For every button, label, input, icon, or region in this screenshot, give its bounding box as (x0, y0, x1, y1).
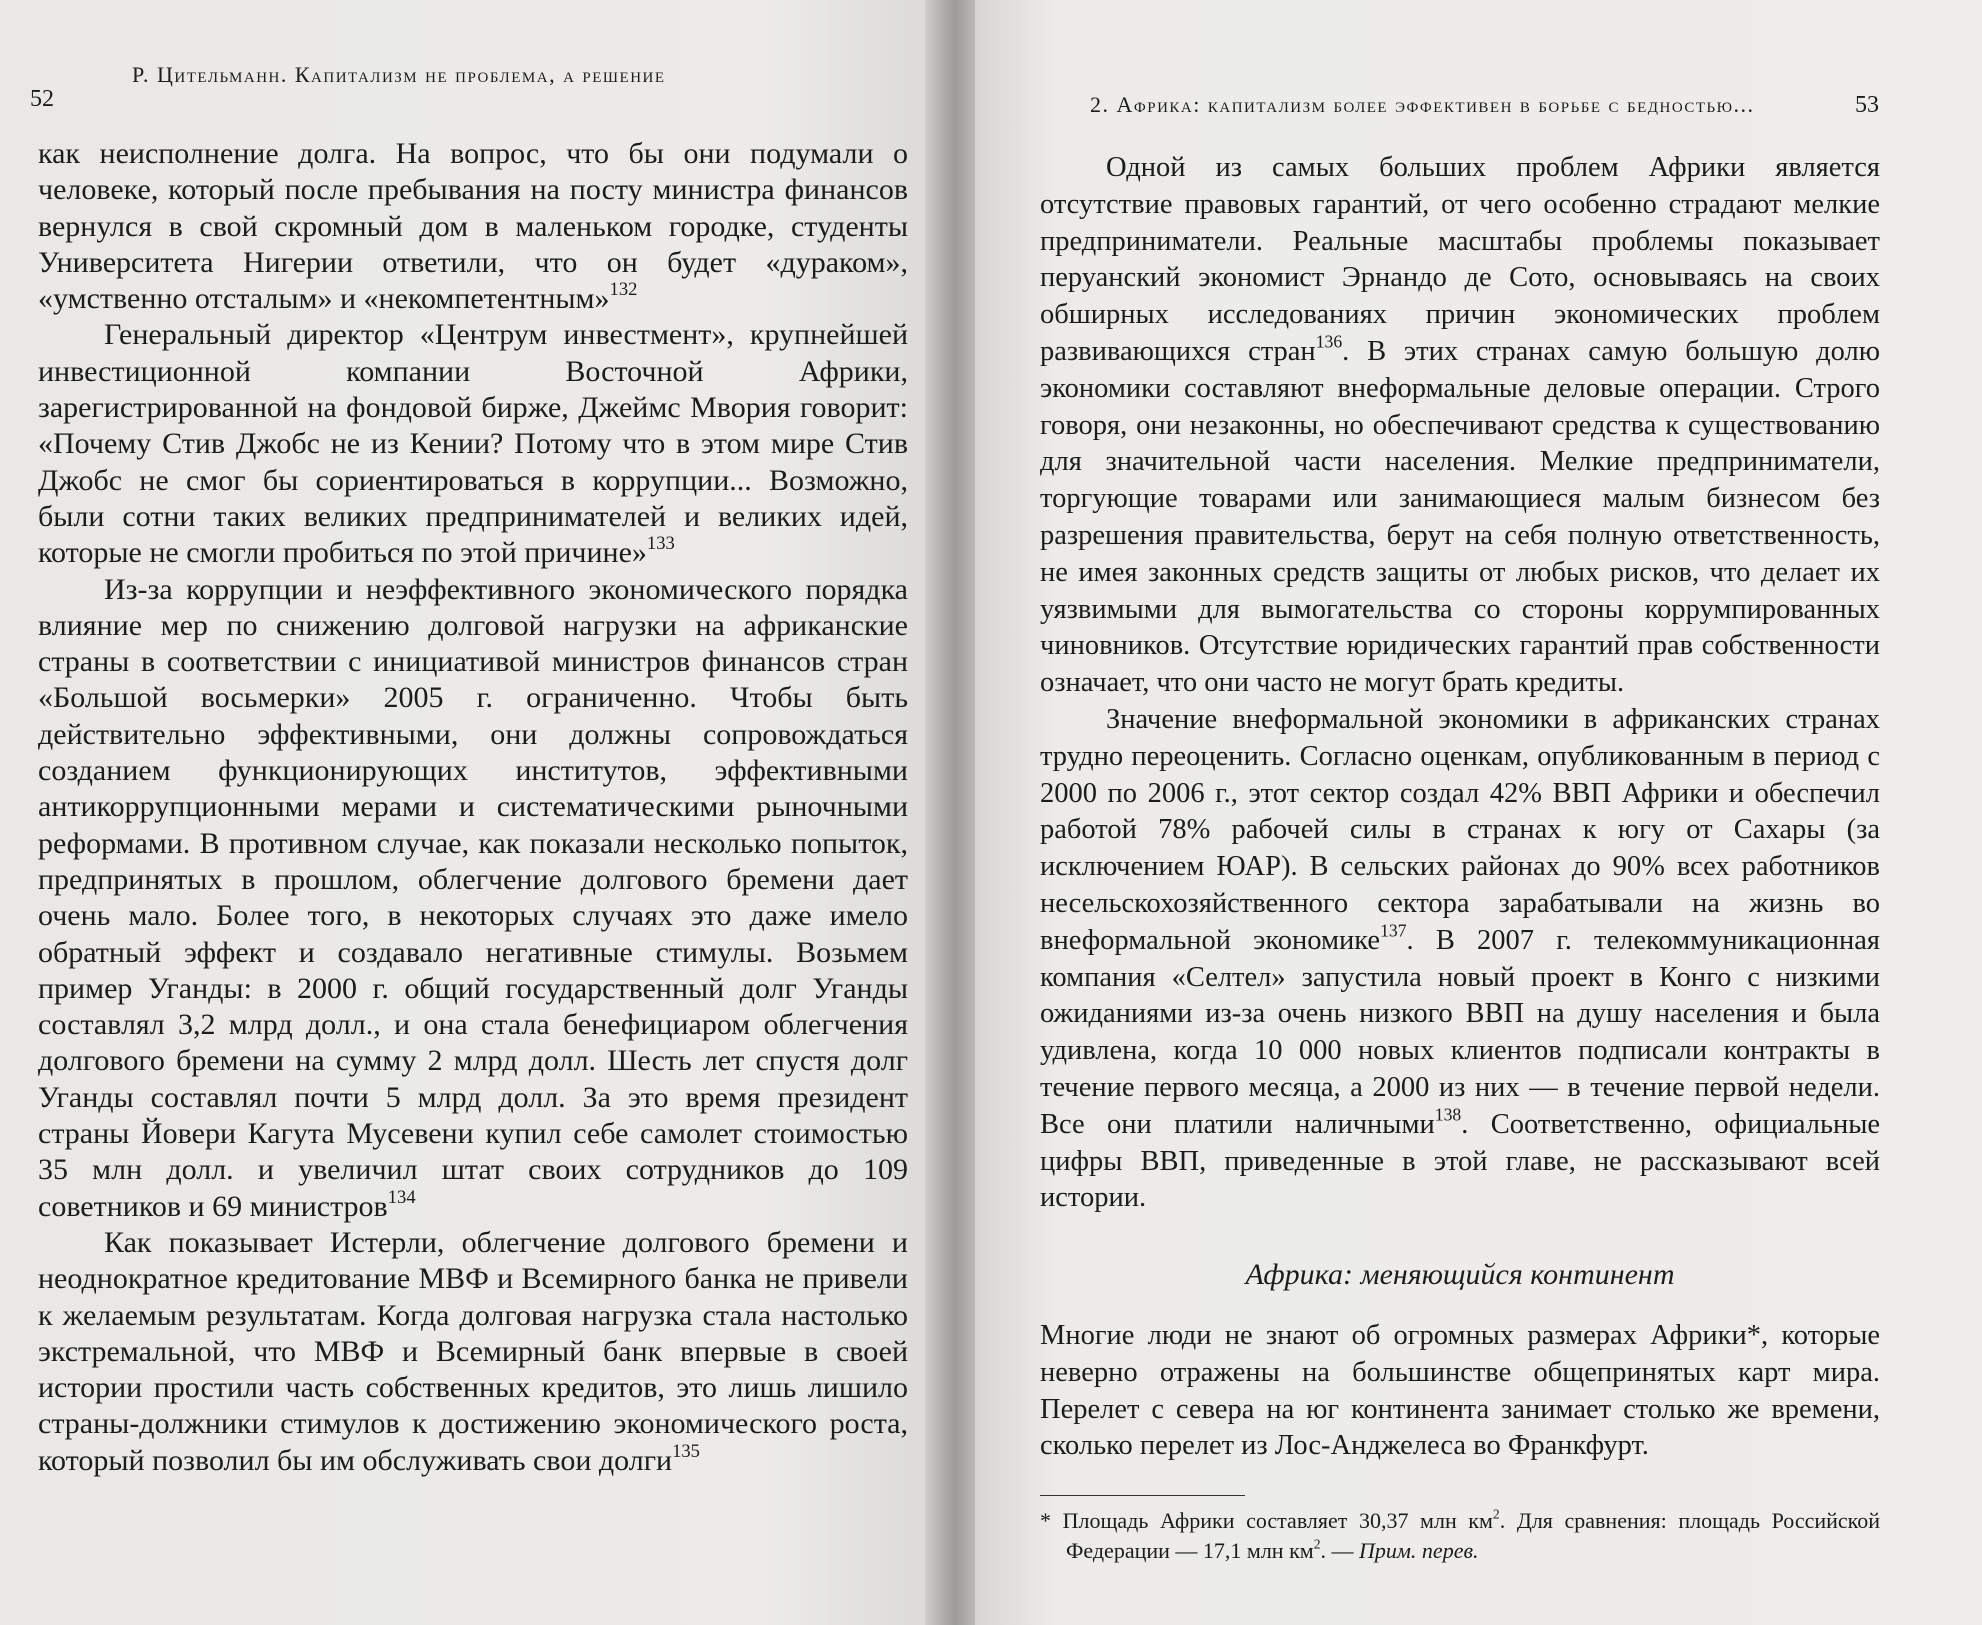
footnote-ref: 136 (1315, 331, 1343, 352)
right-body-text (1040, 150, 1880, 1566)
section-title: Африка: меняющийся континент (1245, 1258, 1675, 1292)
footnote-ref: 133 (646, 533, 675, 555)
footnote-ref: 132 (609, 279, 638, 301)
right-page-number: 53 (1855, 92, 1879, 118)
right-running-head: 2. Африка: капитализм более эффективен в борьбе с бедностью... (1090, 92, 1755, 117)
footnote-ref: 134 (387, 1186, 416, 1208)
footnote-divider (1040, 1495, 1245, 1496)
left-page (0, 0, 955, 1625)
right-paragraph-1: Одной из самых больших проблем Африки является отсутствие правовых гарантий, от чего особенно страдают мелкие предприниматели. Реальные масштабы проблемы показывает перуанский экономист Эрнандо де Сото, основываясь на своих обширных исследованиях причин экономических проблем развивающихся стран$^{136}$. В этих странах самую большую долю экономики составляют внеформальные деловые операции. Строго говоря, они незаконны, но обеспечивают средства к существованию для значительной части населения. Мелкие предприниматели, торгующие товарами или занимающиеся малым бизнесом без разрешения правительства, берут на себя полную ответственность, не имея законных средств защиты от любых рисков, что делает их уязвимыми для вымогательства со стороны коррумпированных чиновников. Отсутствие юридических гарантий прав собственности означает, что они часто не могут брать кредиты. (1040, 152, 1880, 699)
footnote-ref: 135 (672, 1440, 700, 1462)
footnote-ref: 138 (1434, 1104, 1462, 1125)
left-paragraph-1: как неисполнение долга. На вопрос, что бы они подумали о человеке, который после пребывания на посту министра финансов вернулся в свой скромный дом в маленьком городке, студенты Университета Нигерии ответили, что он будет «дураком», «умственно отсталым» и «некомпетентным»$^{132}$ (38, 137, 908, 316)
left-running-head: Р. Цительманн. Капитализм не проблема, а решение (132, 62, 666, 87)
left-paragraph-3: Из-за коррупции и неэффективного экономического порядка влияние мер по снижению долговой нагрузки на африканские страны в соответствии с инициативой министров финансов стран «Большой восьмерки» 2005 г. ограниченно. Чтобы быть действительно эффективными, они должны сопровождаться созданием функционирующих институтов, эффективными антикоррупционными мерами и систематическими рыночными реформами. В противном случае, как показали несколько попыток, предпринятых в прошлом, облегчение долгового бремени дает очень мало. Более того, в некоторых случаях это даже имело обратный эффект и создавало негативные стимулы. Возьмем пример Уганды: в 2000 г. общий государственный долг Уганды составлял 3,2 млрд долл., и она стала бенефициаром облегчения долгового бремени на сумму 2 млрд долл. Шесть лет спустя долг Уганды составлял почти 5 млрд долл. За это время президент страны Йовери Кагута Мусевени купил себе самолет стоимостью 35 млн долл. и увеличил штат своих сотрудников до 109 советников и 69 министров$^{134}$ (38, 572, 908, 1223)
footnote: * Площадь Африки составляет 30,37 млн $км^2$. Для сравнения: площадь Российской Федерации — 17,1 млн $км^2$. — Прим. перев. (1040, 1506, 1881, 1564)
left-page-number: 52 (30, 86, 54, 112)
left-paragraph-2: Генеральный директор «Центрум инвестмент», крупнейшей инвестиционной компании Восточной Африки, зарегистрированной на фондовой бирже, Джеймс Мвория говорит: «Почему Стив Джобс не из Кении? Потому что в этом мире Стив Джобс не смог бы сориентироваться в коррупции... Возможно, были сотни таких великих предпринимателей и великих идей, которые не смогли пробиться по этой причине»$^{133}$ (38, 318, 908, 570)
left-paragraph-4: Как показывает Истерли, облегчение долгового бремени и неоднократное кредитование МВФ и Всемирного банка не привели к желаемым результатам. Когда долговая нагрузка стала настолько экстремальной, что МВФ и Всемирный банк впервые в своей истории простили часть собственных кредитов, это лишь лишило страны-должники стимулов к достижению экономического роста, который позволил бы им обслуживать свои долги$^{135}$ (38, 1225, 908, 1477)
footnote-ref: 137 (1380, 920, 1407, 941)
right-paragraph-2: Значение внеформальной экономики в африканских странах трудно переоценить. Согласно оценкам, опубликованным в период с 2000 по 2006 г., этот сектор создал 42% ВВП Африки и обеспечил работой 78% рабочей силы в странах к югу от Сахары (за исключением ЮАР). В сельских районах до 90% всех работников несельскохозяйственного сектора зарабатывали на жизнь во внеформальной экономике$^{137}$. В 2007 г. телекоммуникационная компания «Селтел» запустила новый проект в Конго с низкими ожиданиями из-за очень низкого ВВП на душу населения и была удивлена, когда 10 000 новых клиентов подписали контракты в течение первого месяца, а 2000 из них — в течение первой недели. Все они платили наличными$^{138}$. Соответственно, официальные цифры ВВП, приведенные в этой главе, не рассказывают всей истории. (1040, 703, 1880, 1214)
left-body-text (38, 136, 908, 1479)
section-paragraph: Многие люди не знают об огромных размерах Африки*, которые неверно отражены на большинстве общепринятых карт мира. Перелет с севера на юг континента занимает столько же времени, сколько перелет из Лос-Анджелеса во Франкфурт. (1040, 1319, 1880, 1462)
